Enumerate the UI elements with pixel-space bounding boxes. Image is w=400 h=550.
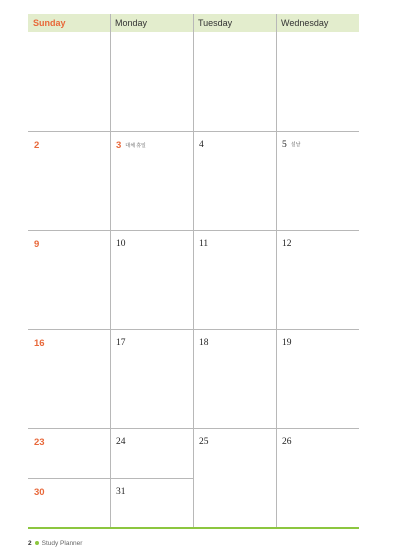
day-cell: [110, 230, 193, 329]
day-cell: [28, 478, 110, 527]
day-cell: [28, 230, 110, 329]
day-cell: [28, 131, 110, 230]
date-number: 12: [282, 239, 292, 249]
page-number: 2: [28, 540, 32, 547]
day-cell: [28, 329, 110, 428]
holiday-note: 대체 휴일: [125, 144, 146, 150]
date-number: 30: [34, 487, 45, 498]
day-cell: [110, 131, 193, 230]
date-number: 2: [34, 140, 40, 151]
day-cell: [28, 428, 110, 478]
date-number: 31: [116, 487, 126, 497]
date-number: 16: [34, 338, 45, 349]
day-cell: [110, 478, 193, 527]
header-sunday: Sunday: [33, 18, 66, 28]
day-cell: [193, 131, 276, 230]
date-number: 26: [282, 437, 292, 447]
header-tuesday: Tuesday: [198, 18, 233, 28]
header-wednesday: Wednesday: [281, 18, 329, 28]
date-number: 4: [199, 140, 204, 150]
bottom-rule: [28, 527, 359, 529]
day-cell: [276, 329, 359, 428]
day-cell: [193, 428, 276, 527]
holiday-date: 3: [116, 140, 122, 151]
page-footer: [28, 540, 82, 547]
day-cell: [110, 329, 193, 428]
day-cell: [276, 230, 359, 329]
date-number: 11: [199, 239, 209, 249]
date-number: 9: [34, 239, 40, 250]
date-number: 17: [116, 338, 126, 348]
date-value: 5: [282, 140, 287, 150]
date-number: 25: [199, 437, 209, 447]
date-number: [282, 140, 300, 150]
day-cell: [193, 329, 276, 428]
date-number: [116, 140, 146, 151]
date-number: 23: [34, 437, 45, 448]
day-cell: [193, 230, 276, 329]
date-number: 10: [116, 239, 126, 249]
day-cell: [110, 428, 193, 478]
header-monday: Monday: [115, 18, 148, 28]
date-number: 24: [116, 437, 126, 447]
date-number: 18: [199, 338, 209, 348]
day-cell: [276, 428, 359, 527]
footer-label: Study Planner: [41, 540, 83, 547]
day-cell: [276, 131, 359, 230]
date-number: 19: [282, 338, 292, 348]
holiday-note: 설날: [290, 143, 301, 149]
bullet-dot-icon: [35, 541, 39, 545]
